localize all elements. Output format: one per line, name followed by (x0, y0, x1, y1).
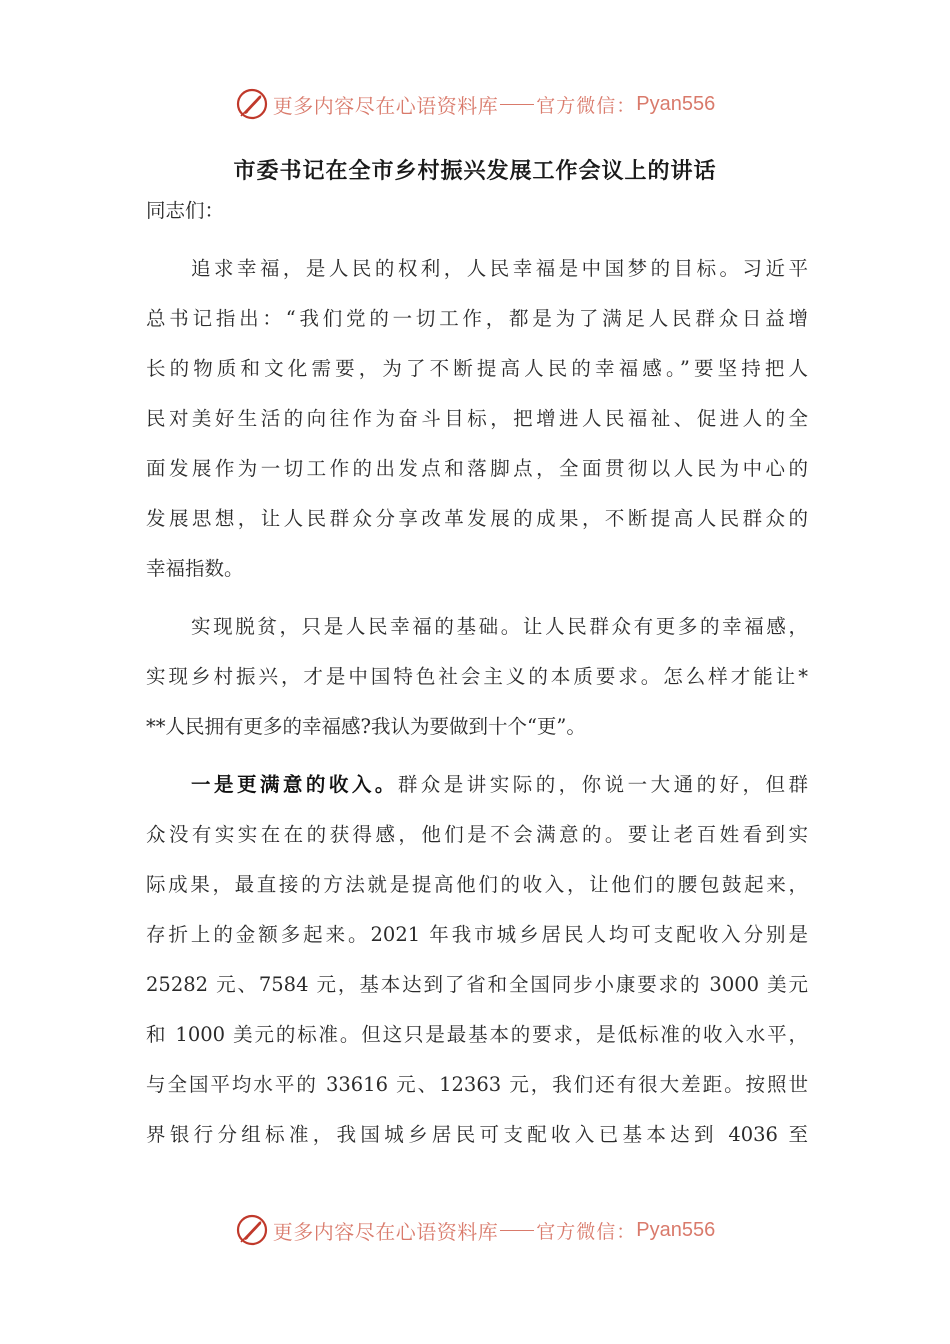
document-title: 市委书记在全市乡村振兴发展工作会议上的讲话 (233, 159, 717, 184)
paragraph-line: 际成果，最直接的方法就是提高他们的收入，让他们的腰包鼓起来， (146, 873, 808, 896)
wechat-account: Pyan556 (636, 92, 716, 115)
paragraph-line: 实现乡村振兴，才是中国特色社会主义的本质要求。怎么样才能让* (146, 665, 808, 688)
paragraph-line: 界银行分组标准，我国城乡居民可支配收入已基本达到 4036 至 (146, 1123, 808, 1146)
paragraph-line: 25282 元、7584 元，基本达到了省和全国同步小康要求的 3000 美元 (146, 973, 808, 996)
promo-text: 更多内容尽在心语资料库 (272, 93, 499, 118)
paragraph-line: 众没有实实在在的获得感，他们是不会满意的。要让老百姓看到实 (146, 823, 808, 846)
header-banner (0, 84, 950, 124)
dash-divider (500, 1230, 534, 1231)
paragraph-line: 与全国平均水平的 33616 元、12363 元，我们还有很大差距。按照世 (146, 1073, 808, 1096)
paragraph-line: 发展思想，让人民群众分享改革发展的成果，不断提高人民群众的 (146, 507, 808, 530)
paragraph (146, 760, 808, 1160)
paragraph-line: 幸福指数。 (146, 557, 244, 580)
paragraph-line: 实现脱贫，只是人民幸福的基础。让人民群众有更多的幸福感， (191, 615, 808, 638)
paragraph-line: 追求幸福，是人民的权利，人民幸福是中国梦的目标。习近平 (191, 257, 808, 280)
paragraph-text: 群众是讲实际的，你说一大通的好，但群 (397, 773, 808, 796)
paragraph-line: 民对美好生活的向往作为奋斗目标，把增进人民福祉、促进人的全 (146, 407, 808, 430)
document-body (146, 186, 808, 1160)
quill-pen-logo-icon (235, 1213, 269, 1247)
section-heading: 一是更满意的收入。 (191, 773, 398, 796)
wechat-label: 官方微信： (536, 94, 637, 117)
paragraph-line: 面发展作为一切工作的出发点和落脚点，全面贯彻以人民为中心的 (146, 457, 808, 480)
paragraph-line: 存折上的金额多起来。2021 年我市城乡居民人均可支配收入分别是 (146, 923, 808, 946)
paragraph-line: **人民拥有更多的幸福感?我认为要做到十个“更”。 (146, 715, 586, 738)
dash-divider (500, 104, 534, 105)
paragraph (146, 602, 808, 752)
wechat-label: 官方微信： (536, 1220, 637, 1243)
wechat-account: Pyan556 (636, 1218, 716, 1241)
salutation: 同志们： (146, 199, 225, 222)
promo-text: 更多内容尽在心语资料库 (272, 1219, 499, 1244)
paragraph-line (146, 760, 808, 810)
footer-banner (0, 1210, 950, 1250)
paragraph-line: 和 1000 美元的标准。但这只是最基本的要求，是低标准的收入水平， (146, 1023, 808, 1046)
paragraph-line: 总书记指出：“我们党的一切工作，都是为了满足人民群众日益增 (146, 307, 808, 330)
quill-pen-logo-icon (235, 87, 269, 121)
paragraph (146, 244, 808, 594)
paragraph-line: 长的物质和文化需要，为了不断提高人民的幸福感。”要坚持把人 (146, 357, 808, 380)
